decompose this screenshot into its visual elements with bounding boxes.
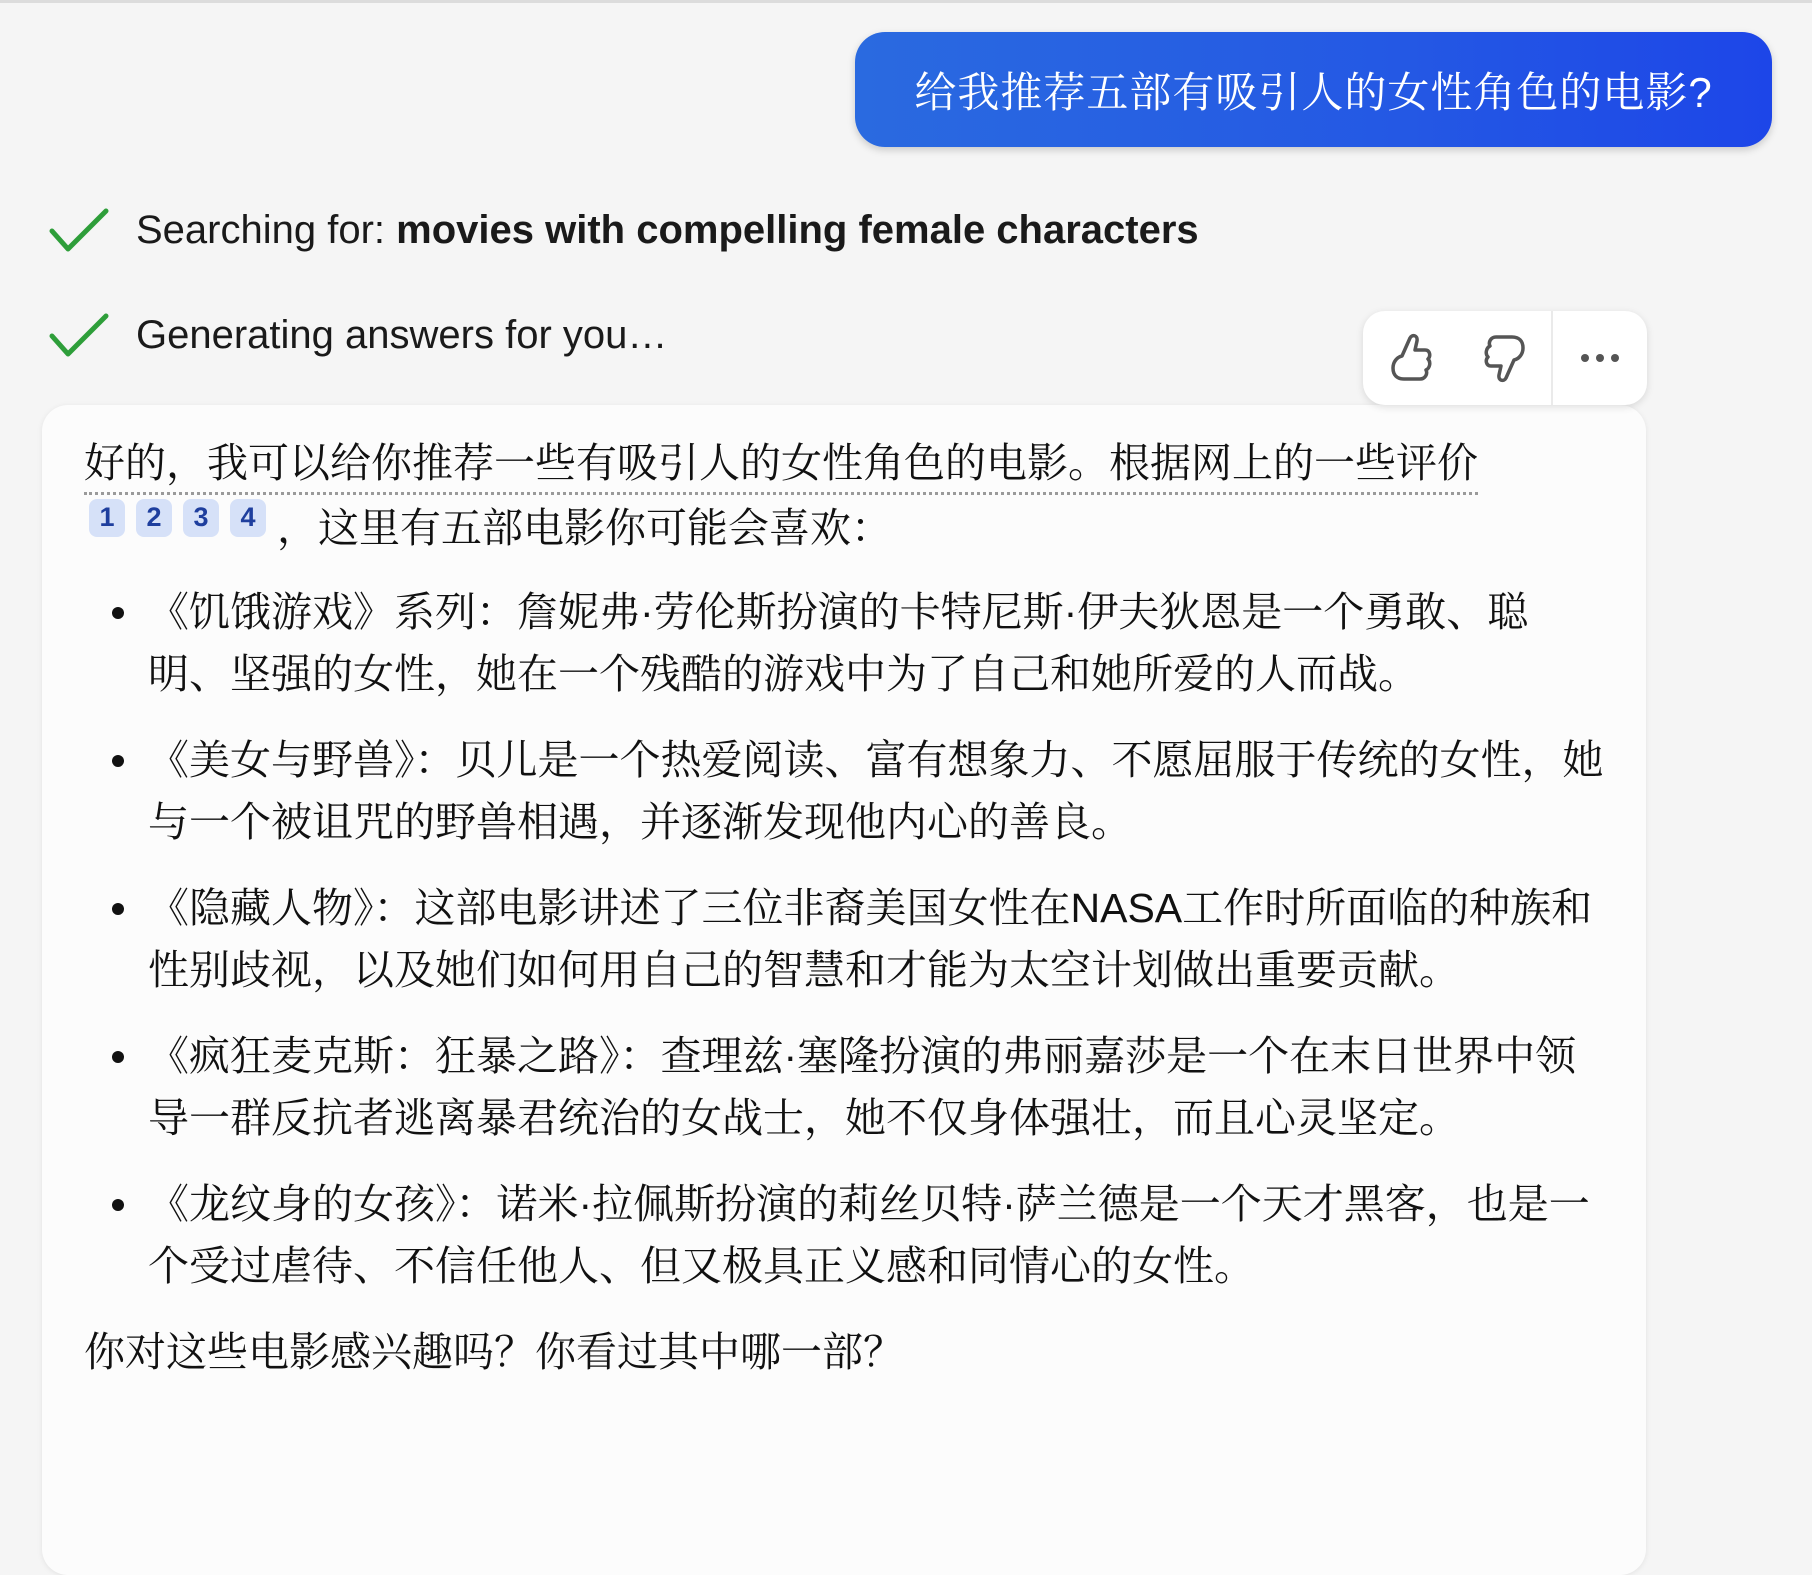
- check-icon: [48, 310, 110, 360]
- movie-item-text: 《疯狂麦克斯：狂暴之路》：查理兹·塞隆扮演的弗丽嘉莎是一个在末日世界中领导一群反抗者逃离暴君统治的女战士，她不仅身体强壮，而且心灵坚定。: [148, 1033, 1577, 1141]
- answer-intro-continued: [84, 497, 1604, 559]
- search-query: movies with compelling female characters: [396, 207, 1199, 252]
- answer-intro: 好的，我可以给你推荐一些有吸引人的女性角色的电影。根据网上的一些评价: [84, 434, 1478, 495]
- citation-list: [89, 502, 277, 559]
- answer-closing-question: 你对这些电影感兴趣吗？你看过其中哪一部？: [84, 1329, 904, 1375]
- thumbs-down-icon: [1482, 332, 1528, 384]
- answer-content: [84, 432, 1604, 1383]
- thumbs-up-icon: [1388, 332, 1434, 384]
- movie-item: [84, 1025, 1604, 1149]
- check-icon: [48, 205, 110, 255]
- user-message-text: 给我推荐五部有吸引人的女性角色的电影?: [914, 68, 1713, 116]
- search-status: [48, 205, 1199, 255]
- top-divider: [0, 0, 1812, 3]
- feedback-bar: [1363, 311, 1647, 405]
- movie-item: [84, 1173, 1604, 1297]
- movie-item-text: 《隐藏人物》：这部电影讲述了三位非裔美国女性在NASA工作时所面临的种族和性别歧视，以及她们如何用自己的智慧和才能为太空计划做出重要贡献。: [148, 885, 1593, 993]
- more-options-icon: [1580, 352, 1620, 364]
- movie-item-text: 《饥饿游戏》系列：詹妮弗·劳伦斯扮演的卡特尼斯·伊夫狄恩是一个勇敢、聪明、坚强的女性，她在一个残酷的游戏中为了自己和她所爱的人而战。: [148, 589, 1529, 697]
- citation-2[interactable]: 2: [136, 499, 172, 537]
- user-message-bubble: [855, 32, 1772, 147]
- movie-item-text: 《美女与野兽》：贝儿是一个热爱阅读、富有想象力、不愿屈服于传统的女性，她与一个被诅咒的野兽相遇，并逐渐发现他内心的善良。: [148, 737, 1604, 845]
- dislike-button[interactable]: [1459, 311, 1551, 405]
- citation-1[interactable]: 1: [89, 499, 125, 537]
- citation-3[interactable]: 3: [183, 499, 219, 537]
- bullet-icon: [112, 755, 124, 767]
- bullet-icon: [112, 903, 124, 915]
- movie-list: [84, 581, 1604, 1297]
- more-options-button[interactable]: [1553, 311, 1647, 405]
- generating-status: [48, 310, 667, 360]
- generating-text: Generating answers for you…: [136, 312, 668, 357]
- like-button[interactable]: [1363, 311, 1459, 405]
- movie-item: [84, 581, 1604, 705]
- movie-item: [84, 877, 1604, 1001]
- movie-item-text: 《龙纹身的女孩》：诺米·拉佩斯扮演的莉丝贝特·萨兰德是一个天才黑客，也是一个受过虐待、不信任他人、但又极具正义感和同情心的女性。: [148, 1181, 1590, 1289]
- movie-item: [84, 729, 1604, 853]
- search-prefix: Searching for:: [136, 207, 397, 252]
- citation-4[interactable]: 4: [230, 499, 266, 537]
- answer-intro-tail: ，这里有五部电影你可能会喜欢：: [277, 505, 892, 551]
- bullet-icon: [112, 607, 124, 619]
- bullet-icon: [112, 1199, 124, 1211]
- bullet-icon: [112, 1051, 124, 1063]
